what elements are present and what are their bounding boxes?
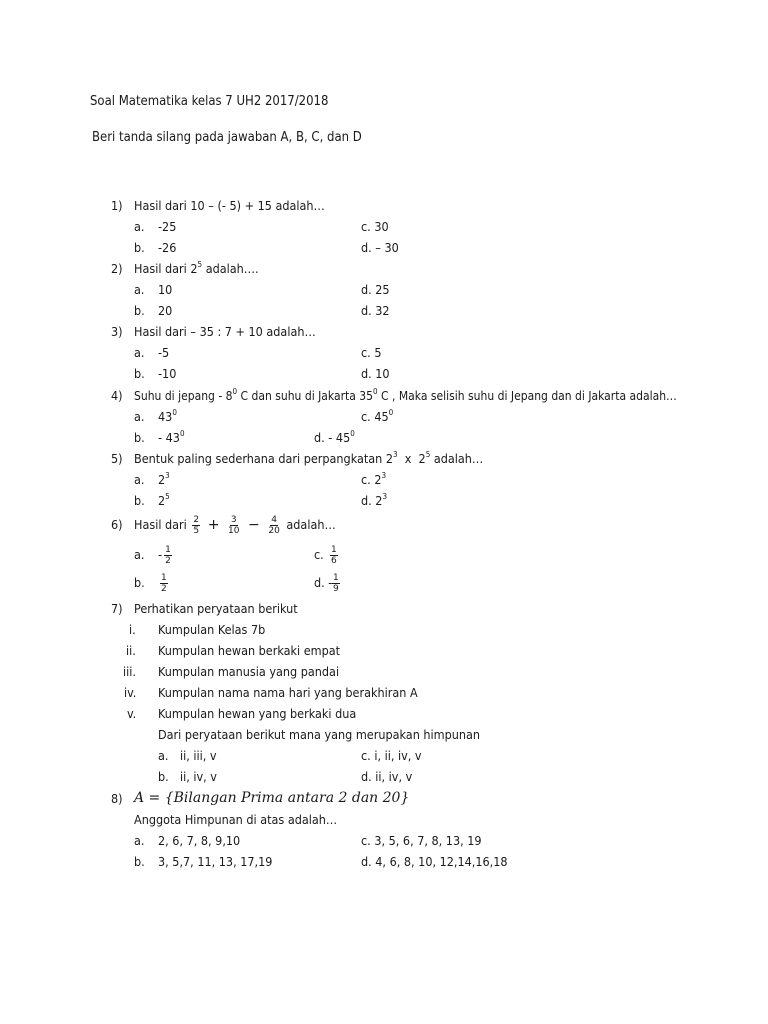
- page-title: Soal Matematika kelas 7 UH2 2017/2018: [90, 94, 329, 109]
- option-c: $\frac{1}{6}$: [331, 545, 337, 566]
- fraction: $\frac{2}{5}$: [193, 515, 200, 536]
- option-a: -25: [158, 219, 177, 234]
- option-b: 3, 5,7, 11, 13, 17,19: [158, 854, 273, 869]
- question-number: 6): [111, 517, 123, 532]
- option-a: -5: [158, 345, 170, 360]
- question-number: 1): [111, 198, 123, 213]
- option-a: ii, iii, v: [180, 748, 217, 763]
- option-b: -10: [158, 366, 177, 381]
- option-letter: a.: [158, 748, 169, 763]
- option-d: d. 4, 6, 8, 10, 12,14,16,18: [361, 854, 508, 869]
- question-number: 2): [111, 261, 123, 276]
- question-text: Hasil dari $\frac{2}{5}$ + $\frac{3}{10}$ − $\frac{4}{20}$ adalah…: [134, 515, 336, 536]
- option-letter: b.: [158, 769, 169, 784]
- option-d-label: d. -: [314, 575, 333, 590]
- question-number: 3): [111, 324, 123, 339]
- option-letter: b.: [134, 366, 145, 381]
- option-c: c. $45^0$: [361, 408, 394, 424]
- option-c: d. 25: [361, 282, 390, 297]
- option-c: c. i, ii, iv, v: [361, 748, 422, 763]
- option-d: d. - $45^0$: [314, 429, 355, 445]
- statement-item: Kumpulan Kelas 7b: [158, 622, 266, 637]
- question-text: Hasil dari – 35 : 7 + 10 adalah…: [134, 324, 316, 339]
- option-b: ii, iv, v: [180, 769, 217, 784]
- option-a: - $\frac{1}{2}$: [158, 545, 171, 566]
- question-text: Suhu di jepang - $8^0$ C dan suhu di Jakarta $35^0$ C , Maka selisih suhu di Jepang dan di Jakarta adalah…: [134, 387, 677, 403]
- fraction: $\frac{4}{20}$: [268, 515, 280, 536]
- option-letter: b.: [134, 854, 145, 869]
- roman-numeral: v.: [127, 706, 137, 721]
- option-letter: a.: [134, 219, 145, 234]
- option-d: d. 10: [361, 366, 390, 381]
- question-subtext: Dari peryataan berikut mana yang merupakan himpunan: [158, 727, 481, 742]
- option-letter: b.: [134, 575, 145, 590]
- option-letter: a.: [134, 282, 145, 297]
- question-number: 4): [111, 388, 123, 403]
- question-text: Hasil dari $2^5$ adalah….: [134, 260, 259, 276]
- option-letter: b.: [134, 303, 145, 318]
- roman-numeral: i.: [129, 622, 136, 637]
- roman-numeral: iv.: [124, 685, 137, 700]
- option-letter: a.: [134, 833, 145, 848]
- option-d: $\frac{1}{9}$: [333, 573, 339, 594]
- statement-item: Kumpulan hewan yang berkaki dua: [158, 706, 357, 721]
- option-b: 20: [158, 303, 173, 318]
- option-letter: a.: [134, 409, 145, 424]
- option-letter: b.: [134, 430, 145, 445]
- option-d: d. $2^3$: [361, 492, 388, 508]
- fraction: $\frac{3}{10}$: [228, 515, 240, 536]
- option-b: $\frac{1}{2}$: [161, 573, 167, 594]
- question-text: Hasil dari 10 – (- 5) + 15 adalah…: [134, 198, 325, 213]
- option-a: $43^0$: [158, 408, 177, 424]
- option-c: c. 5: [361, 345, 382, 360]
- option-d: d. ii, iv, v: [361, 769, 413, 784]
- option-a: 10: [158, 282, 173, 297]
- statement-item: Kumpulan manusia yang pandai: [158, 664, 340, 679]
- statement-item: Kumpulan hewan berkaki empat: [158, 643, 341, 658]
- option-letter: b.: [134, 240, 145, 255]
- option-c: c. 3, 5, 6, 7, 8, 13, 19: [361, 833, 482, 848]
- option-b: $2^5$: [158, 492, 170, 508]
- question-number: 5): [111, 451, 123, 466]
- question-number: 7): [111, 601, 123, 616]
- question-text: Bentuk paling sederhana dari perpangkatan $2^3$ x $2^5$ adalah…: [134, 450, 484, 466]
- option-a: $2^3$: [158, 471, 170, 487]
- option-c: c. 30: [361, 219, 389, 234]
- set-definition: A = {Bilangan Prima antara 2 dan 20}: [134, 790, 410, 806]
- option-d: d. 32: [361, 303, 390, 318]
- option-letter: a.: [134, 472, 145, 487]
- question-number: 8): [111, 791, 123, 806]
- option-letter: a.: [134, 345, 145, 360]
- option-c: c. $2^3$: [361, 471, 387, 487]
- instruction: Beri tanda silang pada jawaban A, B, C, dan D: [92, 130, 362, 145]
- option-d: d. – 30: [361, 240, 399, 255]
- option-a: 2, 6, 7, 8, 9,10: [158, 833, 241, 848]
- option-b: - $43^0$: [158, 429, 185, 445]
- statement-item: Kumpulan nama nama hari yang berakhiran A: [158, 685, 418, 700]
- option-b: -26: [158, 240, 177, 255]
- question-subtext: Anggota Himpunan di atas adalah…: [134, 812, 338, 827]
- option-letter: b.: [134, 493, 145, 508]
- option-letter: a.: [134, 547, 145, 562]
- option-c-label: c.: [314, 547, 324, 562]
- roman-numeral: ii.: [126, 643, 136, 658]
- roman-numeral: iii.: [123, 664, 136, 679]
- question-text: Perhatikan peryataan berikut: [134, 601, 298, 616]
